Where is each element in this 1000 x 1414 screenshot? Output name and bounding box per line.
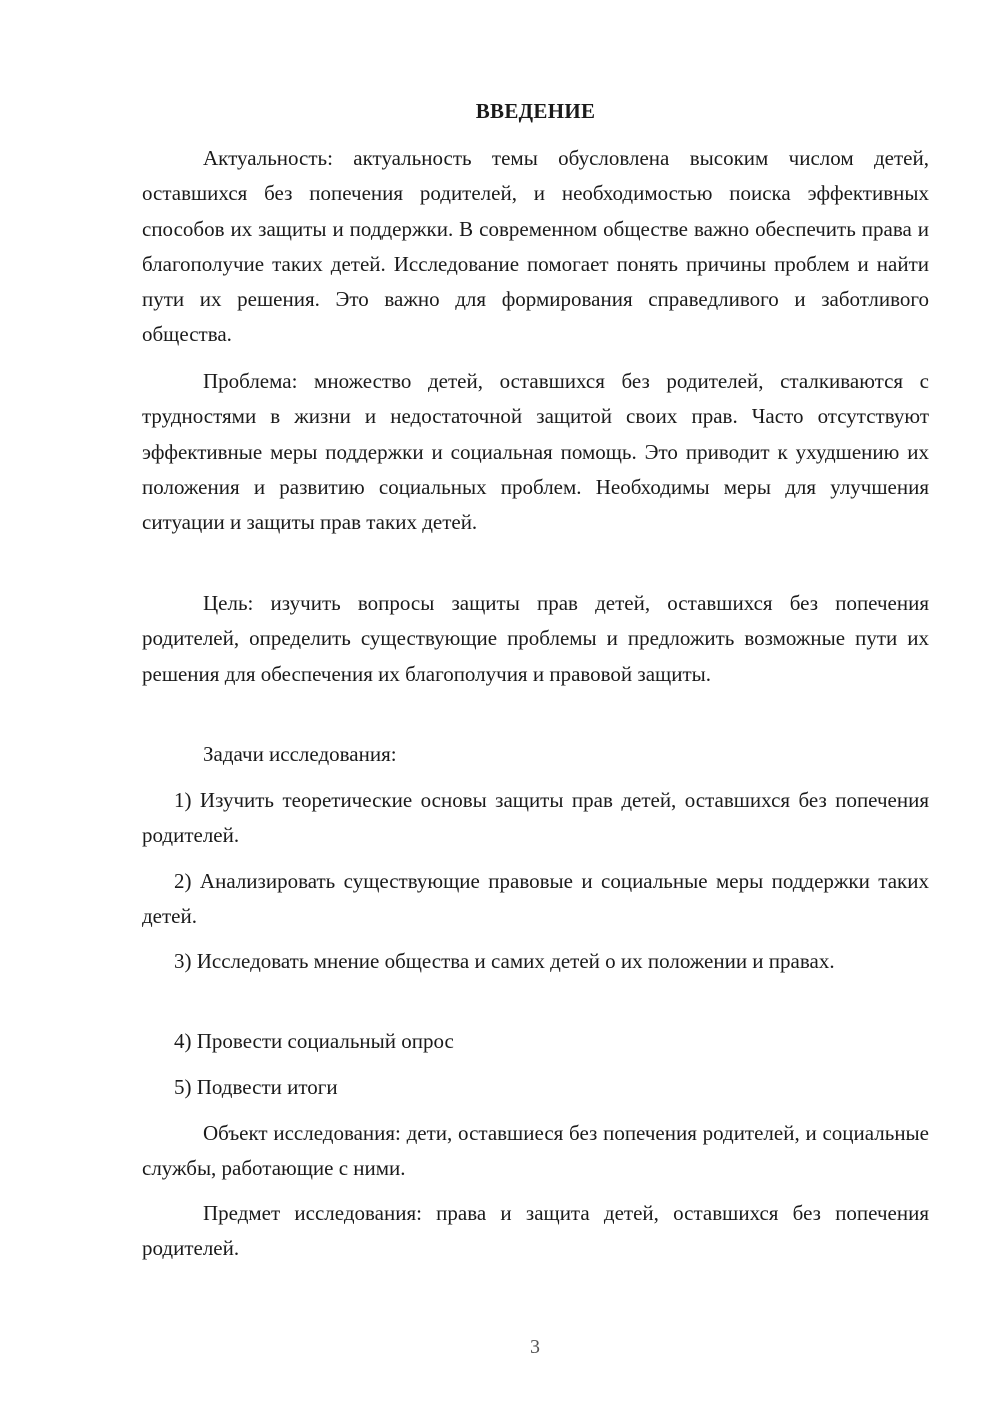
tasks-heading: Задачи исследования:: [203, 742, 397, 766]
paragraph-problem: Проблема: множество детей, оставшихся без родителей, сталкиваются с трудностями в жизни и недостаточной защитой своих прав. Часто отсутствуют эффективные меры поддержки и социальная помощь. Это приводит к ухудшению их положения и развитию социальных проблем. Необходимы меры для улучшения ситуации и защиты прав таких детей.: [142, 369, 929, 535]
page-title: ВВЕДЕНИЕ: [475, 99, 596, 123]
task-item-4: 4) Провести социальный опрос: [174, 1029, 454, 1053]
paragraph-subject: Предмет исследования: права и защита детей, оставшихся без попечения родителей.: [142, 1201, 929, 1261]
task-item-1: 1) Изучить теоретические основы защиты прав детей, оставшихся без попечения родителей.: [142, 788, 929, 848]
paragraph-goal: Цель: изучить вопросы защиты прав детей, оставшихся без попечения родителей, определить существующие проблемы и предложить возможные пути их решения для обеспечения их благополучия и правовой защиты.: [142, 591, 929, 686]
paragraph-object: Объект исследования: дети, оставшиеся без попечения родителей, и социальные службы, работающие с ними.: [142, 1121, 929, 1181]
page-number: 3: [530, 1336, 540, 1358]
task-item-5: 5) Подвести итоги: [174, 1075, 338, 1099]
task-item-2: 2) Анализировать существующие правовые и социальные меры поддержки таких детей.: [142, 869, 929, 929]
task-item-3: 3) Исследовать мнение общества и самих детей о их положении и правах.: [174, 949, 835, 973]
paragraph-relevance: Актуальность: актуальность темы обусловлена высоким числом детей, оставшихся без попечения родителей, и необходимостью поиска эффективных способов их защиты и поддержки. В современном обществе важно обеспечить права и благополучие таких детей. Исследование помогает понять причины проблем и найти пути их решения. Это важно для формирования справедливого и заботливого общества.: [142, 146, 929, 347]
